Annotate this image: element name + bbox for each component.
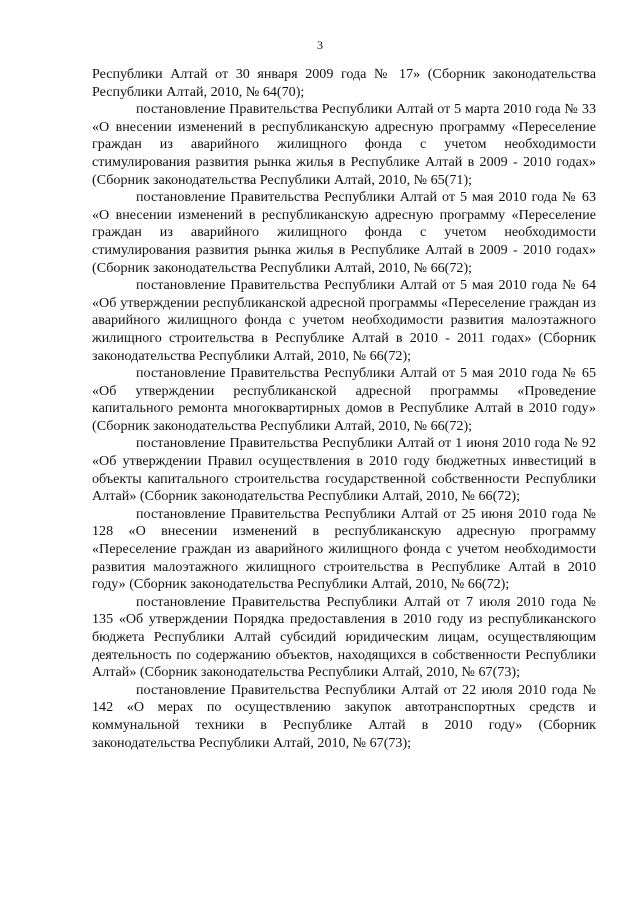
paragraph-resolution-63: постановление Правительства Республики Алтай от 5 мая 2010 года № 63 «О внесении изменений в республиканскую адресную программу «Переселение граждан из аварийного жилищного фонда с учетом необходимости стимулирования развития рынка жилья в Республике Алтай в 2009 - 2010 годах» (Сборник законодательства Республики Алтай, 2010, № 66(72); bbox=[92, 189, 596, 276]
paragraph-resolution-64: постановление Правительства Республики Алтай от 5 мая 2010 года № 64 «Об утверждении республиканской адресной программы «Переселение граждан из аварийного жилищного фонда с учетом необходимости развития малоэтажного жилищного строительства в Республике Алтай в 2010 - 2011 годах» (Сборник законодательства Республики Алтай, 2010, № 66(72); bbox=[92, 277, 596, 364]
paragraph-resolution-65: постановление Правительства Республики Алтай от 5 мая 2010 года № 65 «Об утверждении республиканской адресной программы «Проведение капитального ремонта многоквартирных домов в Республике Алтай в 2010 году» (Сборник законодательства Республики Алтай, 2010, № 66(72); bbox=[92, 365, 596, 434]
paragraph-resolution-92: постановление Правительства Республики Алтай от 1 июня 2010 года № 92 «Об утверждении Правил осуществления в 2010 году бюджетных инвестиций в объекты капитального строительства государственной собственности Республики Алтай» (Сборник законодательства Республики Алтай, 2010, № 66(72); bbox=[92, 435, 596, 505]
page-number: 3 bbox=[317, 38, 323, 52]
document-body bbox=[92, 66, 596, 752]
paragraph-resolution-128: постановление Правительства Республики Алтай от 25 июня 2010 года № 128 «О внесении изменений в республиканскую адресную программу «Переселение граждан из аварийного жилищного фонда с учетом необходимости развития малоэтажного жилищного строительства в Республике Алтай в 2010 году» (Сборник законодательства Республики Алтай, 2010, № 66(72); bbox=[92, 505, 596, 593]
paragraph-continuation: Республики Алтай от 30 января 2009 года № 17» (Сборник законодательства Республики Алтай, 2010, № 64(70); bbox=[92, 66, 596, 100]
paragraph-resolution-142: постановление Правительства Республики Алтай от 22 июля 2010 года № 142 «О мерах по осуществлению закупок автотранспортных средств и коммунальной техники в Республике Алтай в 2010 году» (Сборник законодательства Республики Алтай, 2010, № 67(73); bbox=[92, 681, 596, 751]
paragraph-resolution-135: постановление Правительства Республики Алтай от 7 июля 2010 года № 135 «Об утверждении Порядка предоставления в 2010 году из республиканского бюджета Республики Алтай субсидий юридическим лицам, осуществляющим деятельность по содержанию объектов, находящихся в собственности Республики Алтай» (Сборник законодательства Республики Алтай, 2010, № 67(73); bbox=[92, 593, 596, 681]
paragraph-resolution-33: постановление Правительства Республики Алтай от 5 марта 2010 года № 33 «О внесении изменений в республиканскую адресную программу «Переселение граждан из аварийного жилищного фонда с учетом необходимости стимулирования развития рынка жилья в Республике Алтай в 2009 - 2010 годах» (Сборник законодательства Республики Алтай, 2010, № 65(71); bbox=[92, 101, 596, 188]
